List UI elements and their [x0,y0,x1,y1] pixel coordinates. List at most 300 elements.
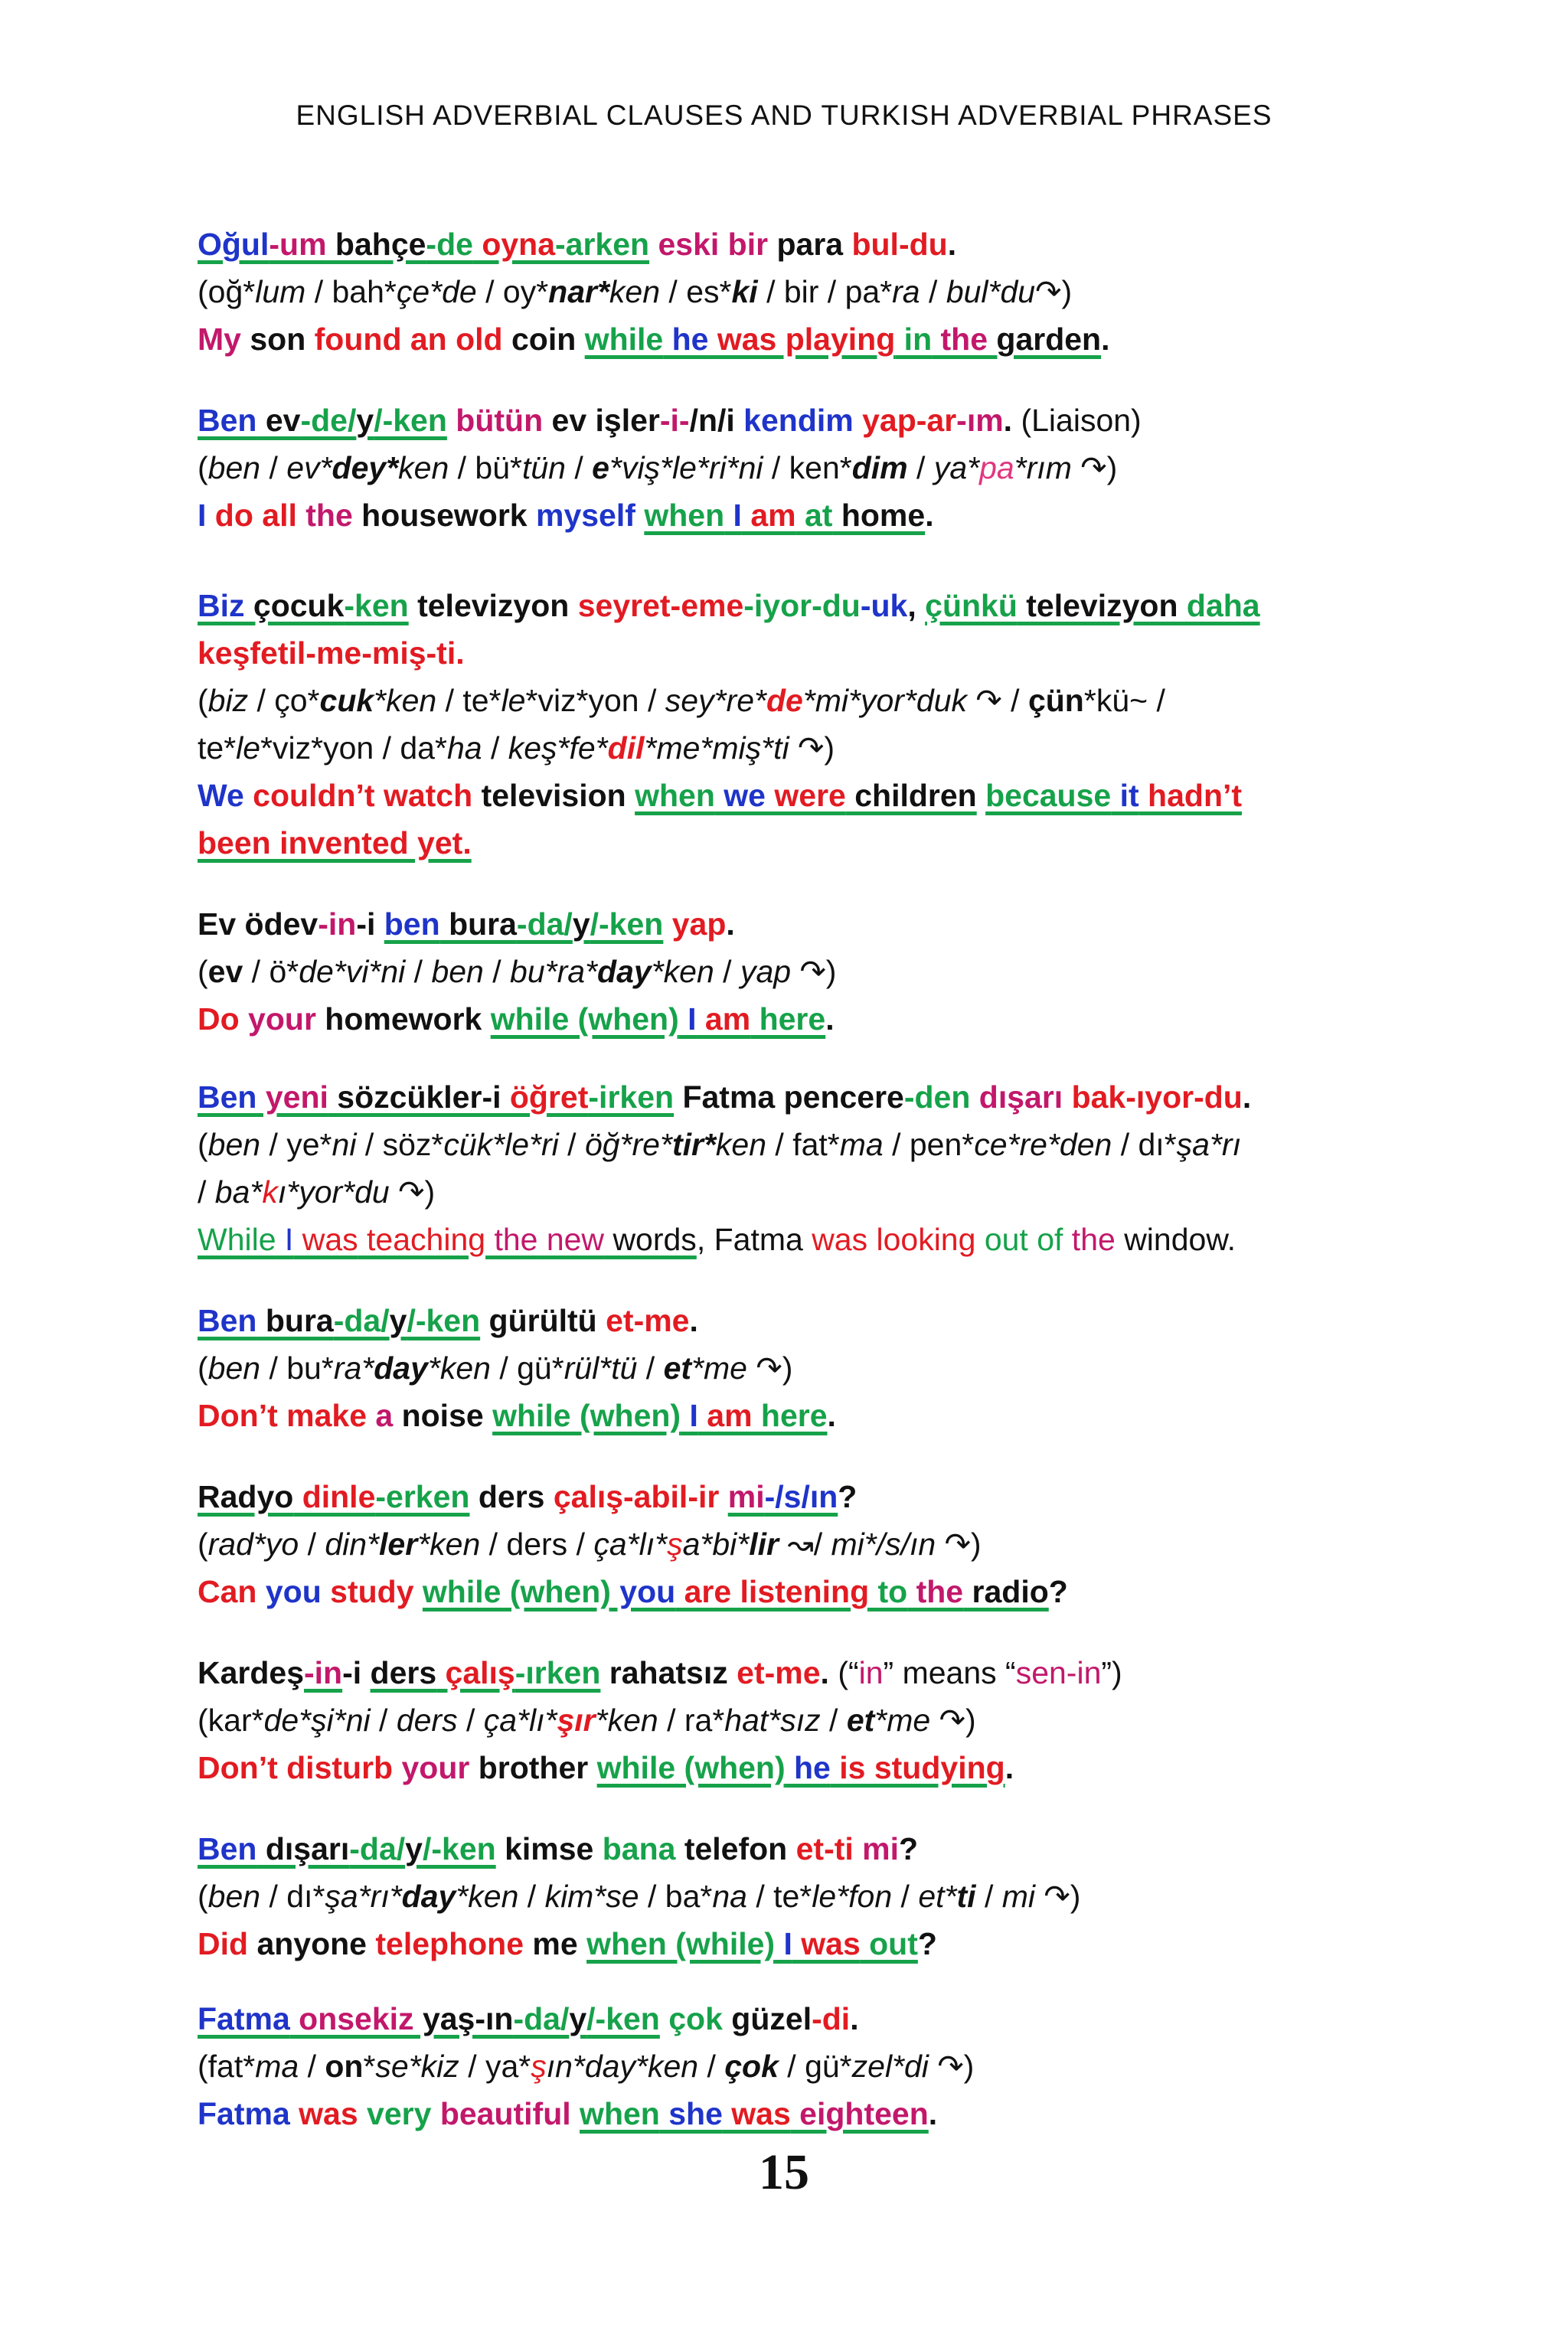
text-segment: myself [536,498,635,533]
underlined-segment: -da/ [513,2001,570,2036]
text-segment: *viş*le*ri*ni [609,450,763,485]
text-segment: very [358,2096,432,2131]
text-segment: / dı* [1112,1127,1177,1162]
underlined-segment: am [696,1001,751,1037]
text-segment: . [820,1655,838,1690]
underlined-segment: I [681,1398,698,1433]
text-segment: ha [446,730,482,766]
text-segment: *viz*yon / [525,683,665,718]
text-segment: televizyon [408,588,578,623]
text-segment: kim*se [544,1879,639,1914]
text-segment: . [1004,1750,1014,1785]
text-segment: ders [469,1479,554,1514]
text-segment: / es* [660,274,732,309]
text-segment: *ken [595,1703,658,1738]
text-segment: / [892,1879,919,1914]
text-segment: -ım [956,403,1004,438]
text-segment: -di [812,2001,851,2036]
text-segment: et-me [737,1655,821,1690]
text-segment: bak-ıyor-du [1063,1079,1243,1115]
text-segment: şa*rı* [325,1879,402,1914]
turkish-sentence [198,629,1453,677]
text-segment: television [472,778,635,813]
text-segment: Fatma pencere [674,1079,904,1115]
text-segment: / [299,2049,325,2084]
pronunciation-guide [198,1520,1453,1568]
text-segment: ( [198,1527,208,1562]
text-segment: was looking [812,1222,976,1257]
text-segment: mi [1001,1879,1035,1914]
underlined-segment: are listening [675,1574,870,1609]
underlined-segment: when [580,2096,660,2131]
text-segment: çalış-abil-ir [553,1479,720,1514]
text-segment: ben [431,954,484,989]
text-segment: I [198,498,207,533]
pronunciation-guide [198,268,1453,315]
text-segment: ? [1048,1574,1068,1609]
underlined-segment: bura [256,1303,334,1338]
pronunciation-guide [198,2042,1453,2090]
text-segment: / [299,1527,325,1562]
underlined-segment: sözcükler-i [328,1079,501,1115]
text-segment: . [825,1001,835,1037]
underlined-segment: out [860,1926,918,1961]
underlined-segment: words [604,1222,697,1257]
text-segment: *mi*yor*duk [802,683,968,718]
text-segment: ken [609,274,661,309]
text-segment: güzel [722,2001,812,2036]
text-segment: ( [198,1350,208,1386]
underlined-segment: Ben [198,403,257,438]
text-segment: zel*di [851,2049,929,2084]
text-segment: ↷) [789,730,835,766]
english-translation [198,1392,1453,1439]
text-segment: *ken [651,954,714,989]
pronunciation-guide [198,1696,1453,1744]
text-segment: ↝/ [778,1527,831,1562]
text-segment: ça*lı* [593,1527,668,1562]
text-segment: anyone [248,1926,376,1961]
underlined-segment: ev [256,403,301,438]
text-segment: kendim [734,403,854,438]
text-segment: ( [198,450,208,485]
text-segment: -iyor-du [743,588,861,623]
underlined-segment: /-ken [586,2001,660,2036]
text-segment: te* [198,730,237,766]
text-segment: ça*lı* [483,1703,557,1738]
underlined-segment: while (when) [490,1001,679,1037]
text-segment: * [363,2049,376,2084]
text-segment: ben [207,1127,261,1162]
underlined-segment: while (when) [492,1398,681,1433]
text-segment: My [198,322,241,357]
text-segment: kimse [495,1831,603,1866]
text-segment: ( [198,1127,208,1162]
text-segment: housework [352,498,536,533]
text-segment: sen-in [1015,1655,1102,1690]
text-segment: keşfetil-me-miş-ti. [198,635,465,671]
text-segment: ş [531,2049,547,2084]
text-segment: -den [903,1079,971,1115]
text-segment: ↷) [791,954,837,989]
underlined-segment: Oğul [198,227,270,262]
underlined-segment: teaching [358,1222,486,1257]
underlined-segment: /-ken [374,403,447,438]
text-segment: / [405,954,432,989]
example-entry [198,1649,1453,1791]
underlined-segment: Ben [198,1831,257,1866]
text-segment: / fat* [766,1127,840,1162]
text-segment: ↷) [928,2049,975,2084]
underlined-segment: when [644,498,725,533]
text-segment: / bah* [305,274,397,309]
underlined-segment: /-ken [422,1831,496,1866]
text-segment: *me [691,1350,747,1386]
text-segment: *ken [456,1879,519,1914]
text-segment: . [925,498,934,533]
text-segment: rahatsız [600,1655,737,1690]
underlined-segment: here [750,1001,826,1037]
text-segment: / [698,2049,725,2084]
english-translation [198,1920,1453,1967]
text-segment: *rım [1014,450,1072,485]
text-segment: ev [207,954,243,989]
text-segment: / söz* [356,1127,444,1162]
text-segment: ki [731,274,758,309]
text-segment: *ken [427,1350,491,1386]
underlined-segment: the [932,322,988,357]
text-segment: de [766,683,803,718]
text-segment: ders [396,1703,458,1738]
text-segment: . [689,1303,698,1338]
underlined-segment: you [610,1574,676,1609]
underlined-segment: new [537,1222,605,1257]
underlined-segment: -erken [375,1479,470,1514]
text-segment: Did [198,1926,249,1961]
text-segment: / [907,450,934,485]
turkish-sentence [198,1825,1453,1873]
underlined-segment: is studying [830,1750,1005,1785]
text-segment: . [827,1398,836,1433]
text-segment: *me [874,1703,931,1738]
text-segment: / [920,274,946,309]
turkish-sentence [198,1995,1453,2042]
english-translation [198,315,1453,363]
underlined-segment: y [356,403,374,438]
text-segment: bütün [446,403,544,438]
text-segment: öğ*re* [584,1127,672,1162]
text-segment: (kar* [198,1703,264,1738]
text-segment: de*vi*ni [299,954,406,989]
underlined-segment: -de [426,227,473,262]
text-segment: / [975,1879,1002,1914]
text-segment: , [907,588,926,623]
text-segment: (fat* [198,2049,256,2084]
example-entry [198,1995,1453,2137]
text-segment: / ye* [260,1127,332,1162]
text-segment: tir* [671,1127,716,1162]
text-segment: et-me [606,1303,690,1338]
example-entry [198,220,1453,363]
text-segment: / [637,1350,664,1386]
text-segment: ev işler [543,403,660,438]
example-entry [198,1473,1453,1615]
underlined-segment: when [635,778,715,813]
underlined-segment: oyna [472,227,556,262]
underlined-segment: bahçe [326,227,426,262]
text-segment: ı*yor*du [277,1174,390,1210]
text-segment: study [321,1574,423,1609]
underlined-segment: while (when) [596,1750,786,1785]
pronunciation-guide [198,444,1453,491]
text-segment: e [592,450,609,485]
text-segment: (Liaison) [1021,403,1142,438]
text-segment: seyret-eme [577,588,744,623]
text-segment: / [482,730,508,766]
example-entry [198,1297,1453,1439]
underlined-segment: -ken [344,588,409,623]
text-segment: / ço* [248,683,320,718]
text-segment: le [501,683,526,718]
example-entry [198,582,1453,867]
pronunciation-guide [198,1344,1453,1392]
underlined-segment: dışarı [256,1831,350,1866]
text-segment: of [1027,1222,1063,1257]
text-segment: et* [918,1879,957,1914]
turkish-sentence [198,1073,1453,1121]
text-segment: day [374,1350,428,1386]
text-segment: ni [332,1127,357,1162]
underlined-segment: am [697,1398,753,1433]
underlined-segment: hadn’t [1138,778,1243,813]
underlined-segment: /-ken [590,906,664,942]
underlined-segment: was playing [708,322,896,357]
underlined-segment: he [785,1750,831,1785]
underlined-segment: was [722,2096,791,2131]
example-list [198,190,1453,2137]
english-translation [198,491,1453,539]
text-segment: . [1101,322,1110,357]
text-segment: tün [521,450,566,485]
text-segment: ba* [214,1174,263,1210]
text-segment: keş*fe* [508,730,608,766]
example-entry [198,1073,1453,1263]
underlined-segment: Biz [198,588,245,623]
text-segment: ↷) [389,1174,436,1210]
text-segment: was [289,2096,358,2131]
text-segment: / [714,954,740,989]
text-segment: / [483,954,511,989]
text-segment: rül*tü [564,1350,638,1386]
underlined-segment: Ben [198,1303,257,1338]
text-segment: / ra* [658,1703,725,1738]
underlined-segment: çalış [436,1655,515,1690]
text-segment: / [518,1879,545,1914]
text-segment: ya* [933,450,980,485]
english-translation [198,1216,1453,1263]
text-segment: / ya* [459,2049,531,2084]
underlined-segment: -ırken [514,1655,601,1690]
text-segment: le*fon [812,1879,893,1914]
text-segment: sey*re* [665,683,766,718]
underlined-segment: at [795,498,833,533]
text-segment: ben [207,1879,261,1914]
text-segment: -i [342,1655,371,1690]
text-segment: / [820,1703,847,1738]
underlined-segment: While [198,1222,276,1257]
text-segment: ( [198,683,208,718]
text-segment: / oy* [476,274,549,309]
text-segment: -i [356,906,384,942]
text-segment: . [1242,1079,1252,1115]
text-segment: ben [207,1350,261,1386]
underlined-segment: /-ken [407,1303,481,1338]
text-segment: biz [207,683,249,718]
text-segment: / bü* [449,450,522,485]
text-segment: ma [255,2049,299,2084]
text-segment: / te* [436,683,501,718]
text-segment: / dı* [260,1879,325,1914]
underlined-segment: I [678,1001,697,1037]
text-segment: gürültü [480,1303,606,1338]
text-segment: de*şi*ni [263,1703,371,1738]
text-segment: ler [379,1527,418,1562]
text-segment: le [236,730,261,766]
text-segment: do all [206,498,297,533]
text-segment: Kardeş [198,1655,305,1690]
page-number: 15 [759,2144,809,2200]
pronunciation-guide [198,724,1453,772]
underlined-segment: -da/ [516,906,573,942]
text-segment: ce*re*den [974,1127,1112,1162]
text-segment: (oğ* [198,274,256,309]
text-segment: bu*ra* [510,954,598,989]
underlined-segment: when (while) [586,1926,776,1961]
text-segment: ın*day*ken [546,2049,699,2084]
text-segment: bul*du [946,274,1036,309]
text-segment: ti [956,1879,976,1914]
text-segment: yap [663,906,727,942]
text-segment: ? [899,1831,919,1866]
underlined-segment: been invented yet. [198,825,472,860]
example-entry [198,900,1453,1043]
underlined-segment: I [724,498,742,533]
text-segment: / [565,450,593,485]
underlined-segment: while (when) [422,1574,611,1609]
text-segment: et [846,1703,875,1738]
text-segment: ? [838,1479,858,1514]
underlined-segment: radio [963,1574,1049,1609]
underlined-segment: in [895,322,933,357]
text-segment [571,2096,580,2131]
turkish-sentence [198,1297,1453,1344]
text-segment: ” means “ [883,1655,1016,1690]
text-segment: nar* [548,274,609,309]
text-segment: /n/i [689,403,735,438]
text-segment: window. [1115,1222,1236,1257]
text-segment: -in [318,906,357,942]
text-segment: dışarı [970,1079,1063,1115]
example-entry [198,1825,1453,1967]
underlined-segment: ders [370,1655,437,1690]
text-segment: (“ [838,1655,859,1690]
text-segment: noise [393,1398,493,1433]
text-segment: ( [198,1879,208,1914]
text-segment: bir [719,227,769,262]
text-segment: a*bi* [682,1527,750,1562]
text-segment: ken [715,1127,767,1162]
text-segment: / pen* [883,1127,975,1162]
pronunciation-guide [198,948,1453,995]
text-segment: the [1063,1222,1116,1257]
underlined-segment: the [485,1222,538,1257]
text-segment [635,498,644,533]
text-segment: found an old [305,322,503,357]
text-segment: / gü* [778,2049,852,2084]
text-segment: out [975,1222,1028,1257]
underlined-segment: -da/ [349,1831,406,1866]
text-segment: para [768,227,844,262]
text-segment: / [457,1703,484,1738]
text-segment: / te* [746,1879,812,1914]
underlined-segment: y [569,2001,587,2036]
text-segment: *ken [374,683,437,718]
underlined-segment: ben [384,906,440,942]
text-segment: the [296,498,353,533]
text-segment: / bir / pa* [757,274,893,309]
text-segment: Don’t disturb [198,1750,394,1785]
text-segment: your [239,1001,316,1037]
text-segment: se*kiz [375,2049,459,2084]
text-segment: day [597,954,652,989]
turkish-sentence [198,1649,1453,1696]
text-segment: şa*rı [1176,1127,1241,1162]
underlined-segment: while [584,322,664,357]
text-segment: / [260,450,287,485]
text-segment: Do [198,1001,240,1037]
underlined-segment: bura [439,906,517,942]
text-segment: -uk [860,588,908,623]
underlined-segment: dinle [293,1479,376,1514]
english-translation [198,1744,1453,1791]
text-segment: yap [740,954,792,989]
underlined-segment: y [405,1831,423,1866]
text-segment: bul-du [843,227,948,262]
underlined-segment: I [775,1926,792,1961]
underlined-segment: he [663,322,709,357]
text-segment: ev* [286,450,332,485]
text-segment: bana [602,1831,676,1866]
text-segment: k [262,1174,278,1210]
text-segment: on [325,2049,364,2084]
underlined-segment: çocuk [244,588,345,623]
text-segment: / [198,1174,215,1210]
text-segment: mi [853,1831,900,1866]
underlined-segment: y [572,906,590,942]
text-segment: . [726,906,735,942]
underlined-segment: -um [269,227,327,262]
underlined-segment: y [389,1303,407,1338]
english-translation [198,2090,1453,2137]
text-segment: na [712,1879,747,1914]
text-segment: et [663,1350,692,1386]
underlined-segment: we [714,778,766,813]
turkish-sentence [198,582,1453,629]
turkish-sentence [198,900,1453,948]
underlined-segment: Ben [198,1079,257,1115]
text-segment: din* [325,1527,380,1562]
underlined-segment: -de/ [300,403,357,438]
